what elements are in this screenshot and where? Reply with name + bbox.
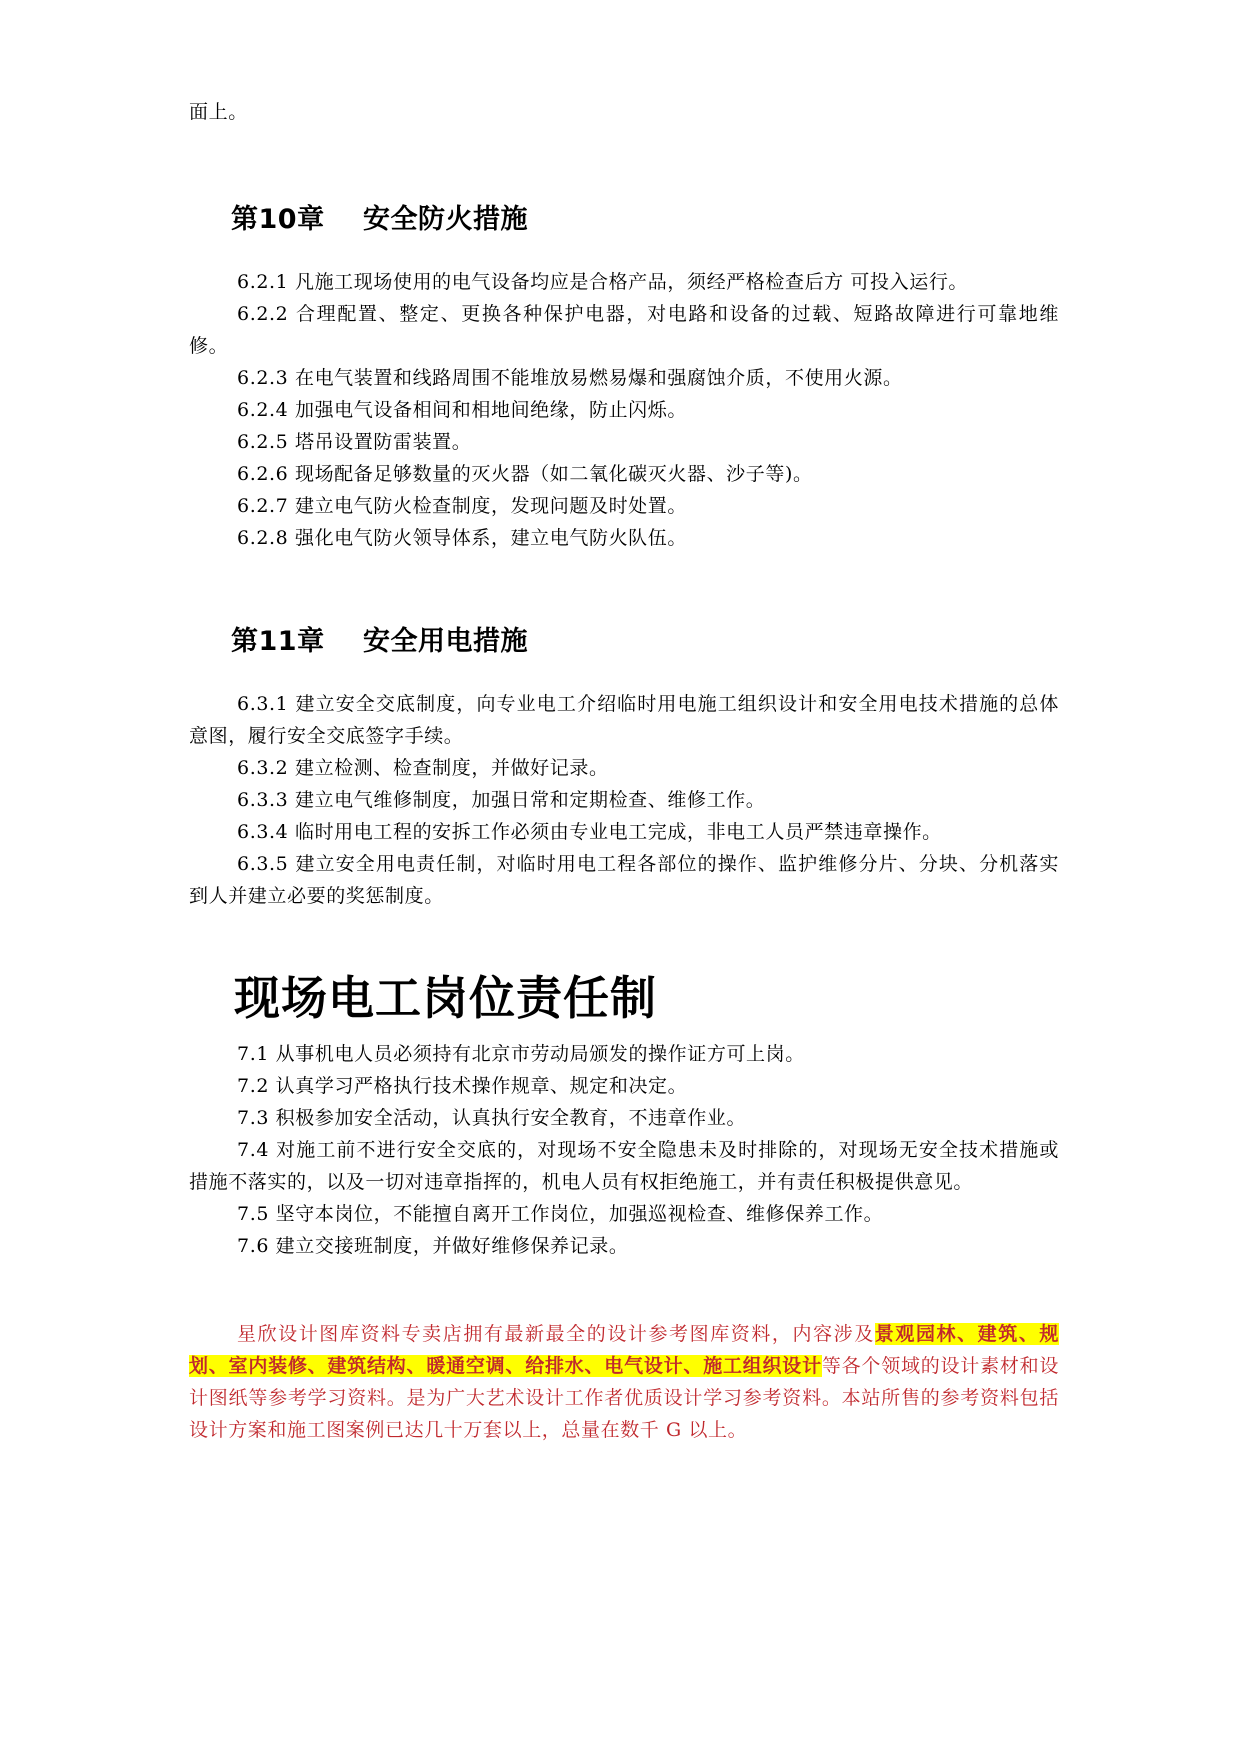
promo-paragraph [189,1318,1059,1446]
chapter-11-item: 6.3.4 临时用电工程的安拆工作必须由专业电工完成，非电工人员严禁违章操作。 [237,821,942,843]
promo-text-before: 星欣设计图库资料专卖店拥有最新最全的设计参考图库资料，内容涉及 [237,1323,875,1345]
responsibility-title: 现场电工岗位责任制 [234,971,657,1025]
document-page [189,96,1059,1446]
chapter-10-item: 6.2.1 凡施工现场使用的电气设备均应是合格产品，须经严格检查后方 可投入运行。 [237,271,969,293]
chapter-11-heading [189,622,1059,662]
responsibility-item: 7.4 对施工前不进行安全交底的，对现场不安全隐患未及时排除的，对现场无安全技术措施或措施不落实的，以及一切对违章指挥的，机电人员有权拒绝施工，并有责任积极提供意见。 [189,1139,1059,1193]
chapter-11-title: 安全用电措施 [363,626,528,657]
chapter-10-title: 安全防火措施 [363,204,528,235]
responsibility-item: 7.2 认真学习严格执行技术操作规章、规定和决定。 [237,1075,688,1097]
responsibility-item: 7.6 建立交接班制度，并做好维修保养记录。 [237,1235,629,1257]
responsibility-item: 7.1 从事机电人员必须持有北京市劳动局颁发的操作证方可上岗。 [237,1043,805,1065]
chapter-10-items [189,266,1059,554]
chapter-11-item: 6.3.1 建立安全交底制度，向专业电工介绍临时用电施工组织设计和安全用电技术措施的总体意图，履行安全交底签字手续。 [189,693,1059,747]
promo-text-after: 等各个领域的设计素材和设计图纸等参考学习资料。是为广大艺术设计工作者优质设计学习参考资料。本站所售的参考资料包括设计方案和施工图案例已达几十万套以上，总量在数千 G 以上。 [189,1355,1060,1441]
chapter-11-items [189,688,1059,912]
chapter-10-item: 6.2.4 加强电气设备相间和相地间绝缘，防止闪烁。 [237,399,687,421]
chapter-11-item: 6.3.2 建立检测、检查制度，并做好记录。 [237,757,609,779]
chapter-11-item: 6.3.5 建立安全用电责任制，对临时用电工程各部位的操作、监护维修分片、分块、分机落实到人并建立必要的奖惩制度。 [189,853,1059,907]
chapter-10-item: 6.2.2 合理配置、整定、更换各种保护电器，对电路和设备的过载、短路故障进行可靠地维修。 [189,303,1059,357]
responsibility-item: 7.3 积极参加安全活动，认真执行安全教育，不违章作业。 [237,1107,747,1129]
chapter-10-item: 6.2.3 在电气装置和线路周围不能堆放易燃易爆和强腐蚀介质，不使用火源。 [237,367,903,389]
chapter-10-item: 6.2.5 塔吊设置防雷装置。 [237,431,472,453]
responsibility-item: 7.5 坚守本岗位，不能擅自离开工作岗位，加强巡视检查、维修保养工作。 [237,1203,884,1225]
chapter-11-item: 6.3.3 建立电气维修制度，加强日常和定期检查、维修工作。 [237,789,766,811]
promo-highlight: 景观园林、建筑、规划、室内装修、建筑结构、暖通空调、给排水、电气设计、施工组织设计 [189,1323,1059,1377]
chapter-10-number: 第10章 [231,204,325,235]
chapter-11-number: 第11章 [231,626,325,657]
chapter-10-heading [189,200,1059,240]
promo-block [189,1318,1059,1446]
intro-text: 面上。 [189,101,248,123]
chapter-10-item: 6.2.6 现场配备足够数量的灭火器（如二氧化碳灭火器、沙子等)。 [237,463,813,485]
chapter-10-item: 6.2.8 强化电气防火领导体系，建立电气防火队伍。 [237,527,687,549]
chapter-10-item: 6.2.7 建立电气防火检查制度，发现问题及时处置。 [237,495,687,517]
responsibility-items [189,1038,1059,1262]
